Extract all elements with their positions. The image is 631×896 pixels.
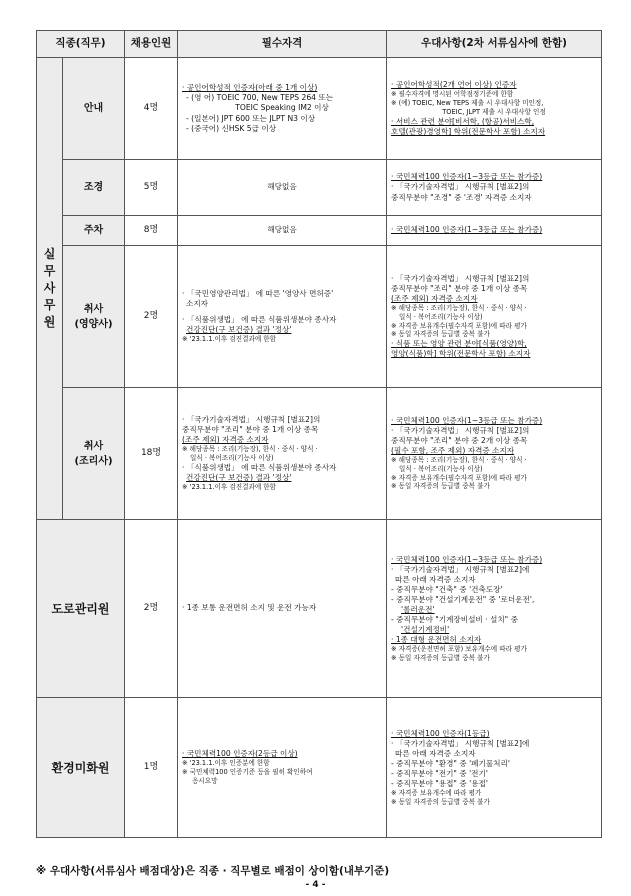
pref-line: · 식품 또는 영양 관련 분야[식품(영양)학, [391,338,527,348]
pref-line: (필수 포함, 조주 제외) 자격증 소지자 [391,446,515,456]
count-cook: 18명 [125,388,178,520]
pref-guide [387,58,602,160]
req-line: · 「국가기술자격법」 시행규칙 [별표2]의 [182,415,321,425]
pref-line: ※ (예) TOEIC, New TEPS 제출 시 우대사항 미인정, [391,99,544,108]
req-line: · 「국민영양관리법」 에 따른 '영양사 면허증' [182,289,334,299]
pref-line: · 「국가기술자격법」 시행규칙 [별표2]의 [391,182,530,192]
count-parking: 8명 [125,216,178,246]
pref-line: ※ 해당종목 : 조리(기능장), 한식 · 중식 · 양식 · [391,456,527,465]
pref-line: · 국민체력100 인증자(1등급) [391,728,490,738]
req-line: ※ 국민체력100 인증기준 등을 필히 확인하여 [182,768,313,777]
role-line: 취사 [83,303,104,315]
header-job: 직종(직무) [37,31,125,58]
req-line: (조주 제외) 자격증 소지자 [182,435,269,445]
header-count: 채용인원 [125,31,178,58]
pref-line: · 국민체력100 인증자(1~3등급 또는 참가증) [391,554,543,564]
dept-char: 원 [43,314,56,329]
pref-line: '롤러운전' [401,604,435,614]
pref-line: ※ 해당종목 : 조리(기능장), 한식 · 중식 · 양식 · [391,304,527,313]
pref-line: 호텔(관광)경영학] 학위(전문학사 포함) 소지자 [391,126,546,136]
req-landscape: 해당없음 [178,160,387,216]
req-line: 응시요망 [192,776,218,785]
req-line: TOEIC Speaking IM2 이상 [235,103,329,113]
req-line: · 「식품위생법」 에 따른 식품위생분야 종사자 [182,315,337,325]
pref-line: - 중직무분야 "용접" 중 '용접' [391,778,488,788]
dept-char: 무 [43,264,56,279]
pref-line: · 국민체력100 인증자(1~3등급 또는 참가증) [391,172,543,182]
pref-line: · 국민체력100 인증자(1~3등급 또는 참가증) [391,416,543,426]
dept-office-worker [37,58,63,520]
role-cook [63,388,125,520]
dept-char: 사 [43,281,56,295]
count-landscape: 5명 [125,160,178,216]
table-row [37,246,602,388]
pref-env [387,698,602,838]
req-line: 소지자 [186,299,209,309]
req-line: - (영 어) TOEIC 700, New TEPS 264 또는 [186,93,334,103]
pref-line: · 1종 대형 운전면허 소지자 [391,634,482,644]
pref-cook [387,388,602,520]
footnote: ※ 우대사항(서류심사 배점대상)은 직종 · 직무별로 배점이 상이함(내부기준) [36,865,390,877]
pref-line: 일식 · 복어조리(기능사 이상) [399,464,483,473]
table-row [37,160,602,216]
pref-line: · 「국가기술자격법」 시행규칙 [별표2]의 [391,274,530,284]
page-number: - 4 - [305,880,326,890]
pref-line: 따른 아래 자격증 소지자 [395,748,476,758]
pref-landscape [387,160,602,216]
pref-line: 따른 아래 자격증 소지자 [395,574,476,584]
pref-line: - 중직무분야 "전기" 중 '전기' [391,768,488,778]
req-road [178,520,387,698]
req-line: 건강진단(구 보건증) 결과 '정상' [186,472,292,482]
pref-parking [387,216,602,246]
req-line: ※ 해당종목 : 조리(기능장), 한식 · 중식 · 양식 · [182,445,318,454]
pref-line: ※ 자격증 보유개수에 따라 평가 [391,788,482,797]
req-line: 일식 · 복어조리(기능사 이상) [190,454,274,463]
count-dietitian: 2명 [125,246,178,388]
pref-line: ※ 자격증 보유개수(필수자격 포함)에 따라 평가 [391,321,527,330]
table-row [37,520,602,698]
pref-line: ※ 동일 자격증의 등급별 중복 불가 [391,797,490,806]
req-line: · 「식품위생법」 에 따른 식품위생분야 종사자 [182,462,337,472]
req-line: · 국민체력100 인증자(2등급 이상) [182,749,298,759]
role-road: 도로관리원 [37,520,125,698]
pref-line: · 「국가기술자격법」 시행규칙 [별표2]의 [391,426,530,436]
req-env [178,698,387,838]
req-dietitian [178,246,387,388]
req-line: - (중국어) 신HSK 5급 이상 [186,123,277,133]
pref-line: ※ 자격증 보유개수(필수자격 포함)에 따라 평가 [391,473,527,482]
dept-char: 무 [43,297,56,312]
pref-line: · 「국가기술자격법」 시행규칙 [별표2]에 [391,738,530,748]
pref-line: 중직무분야 "조리" 분야 중 1개 이상 종목 [391,284,528,294]
pref-line: 중직무분야 "조리" 분야 중 2개 이상 종목 [391,436,528,446]
req-line: ※ '23.1.1.이후 검진결과에 한함 [182,482,277,491]
pref-line: 중직무분야 "조경" 중 '조경' 자격증 소지자 [391,192,532,202]
count-guide: 4명 [125,58,178,160]
req-line: ※ '23.1.1.이후 검진결과에 한함 [182,335,277,344]
header-preferred: 우대사항(2차 서류심사에 한함) [387,31,602,58]
role-line: (조리사) [74,455,113,467]
count-env: 1명 [125,698,178,838]
table-row [37,388,602,520]
pref-dietitian [387,246,602,388]
req-line: 건강진단(구 보건증) 결과 '정상' [186,325,292,335]
role-landscape: 조경 [63,160,125,216]
table-row [37,698,602,838]
dept-char: 실 [43,247,56,262]
req-line: · 공인어학성적 인증자(아래 중 1개 이상) [182,83,318,93]
pref-line: '건설기계정비' [401,624,450,634]
role-parking: 주차 [63,216,125,246]
pref-line: TOEIC, JLPT 제출 시 우대사항 인정 [442,107,546,116]
role-line: 취사 [83,440,104,452]
pref-line: 영양(식품)학] 학위(전문학사 포함) 소지자 [391,348,531,358]
table-row [37,216,602,246]
pref-line: - 중직무분야 "기계장비설비 · 설치" 중 [391,614,518,624]
role-line: (영양사) [74,318,113,330]
pref-line: ※ 자격증(운전면허 포함) 보유개수에 따라 평가 [391,644,527,653]
pref-line: ※ 동일 자격증의 등급별 중복 불가 [391,330,490,339]
pref-line: · 국민체력100 인증자(1~3등급 또는 참가증) [391,225,543,235]
header-required: 필수자격 [178,31,387,58]
recruitment-table [36,30,602,838]
pref-line: - 중직무분야 "환경" 중 '폐기물처리' [391,758,510,768]
req-line: ※ '23.1.1.이후 인증분에 한함 [182,759,270,768]
pref-line: - 중직무분야 "건설기계운전" 중 '로더운전', [391,594,535,604]
req-parking: 해당없음 [178,216,387,246]
req-guide [178,58,387,160]
pref-line: · 공인어학성적(2개 언어 이상) 인증자 [391,80,517,90]
count-road: 2명 [125,520,178,698]
table-row [37,58,602,160]
pref-line: ※ 동일 자격증의 등급별 중복 불가 [391,653,490,662]
pref-line: 일식 · 복어조리(기능사 이상) [399,312,483,321]
role-env: 환경미화원 [37,698,125,838]
role-guide: 안내 [63,58,125,160]
header-row [37,31,602,58]
pref-line: (조주 제외) 자격증 소지자 [391,294,478,304]
role-dietitian [63,246,125,388]
req-line: - (일본어) JPT 600 또는 JLPT N3 이상 [186,113,316,123]
pref-line: ※ 동일 자격증의 등급별 중복 불가 [391,482,490,491]
pref-line: - 중직무분야 "건축" 중 '건축도장' [391,584,503,594]
pref-line: · 「국가기술자격법」 시행규칙 [별표2]에 [391,564,530,574]
pref-line: · 서비스 관련 분야[비서학, (항공)서비스학, [391,116,535,126]
req-line: · 1종 보통 운전면허 소지 및 운전 가능자 [182,603,317,613]
pref-line: ※ 필수자격에 명시된 어학점정기준에 한함 [391,90,514,99]
req-line: 중직무분야 "조리" 분야 중 1개 이상 종목 [182,425,319,435]
req-cook [178,388,387,520]
pref-road [387,520,602,698]
